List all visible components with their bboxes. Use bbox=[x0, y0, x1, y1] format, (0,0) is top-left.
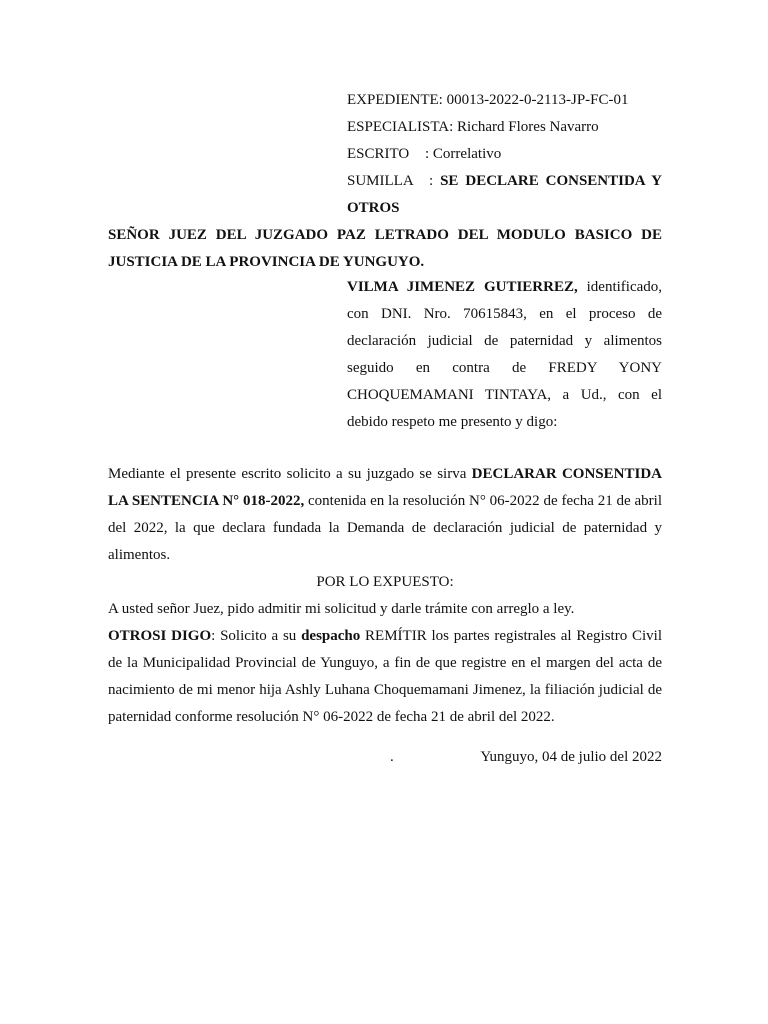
expediente-line: EXPEDIENTE: 00013-2022-0-2113-JP-FC-01 bbox=[347, 92, 629, 108]
sumilla-colon: : bbox=[429, 173, 434, 189]
sumilla-value: SE DECLARE CONSENTIDA Y OTROS bbox=[347, 173, 662, 216]
escrito-value: : Correlativo bbox=[425, 146, 502, 162]
escrito-label: ESCRITO bbox=[347, 146, 410, 162]
sumilla-label: SUMILLA bbox=[347, 173, 414, 189]
especialista-line: ESPECIALISTA: Richard Flores Navarro bbox=[347, 119, 599, 135]
petition-paragraph: A usted señor Juez, pido admitir mi solicitud y darle trámite con arreglo a ley. bbox=[108, 601, 575, 617]
petitioner-name: VILMA JIMENEZ GUTIERREZ, bbox=[347, 279, 578, 295]
otrosi-bold: despacho bbox=[301, 628, 361, 644]
closing-dot: . bbox=[390, 749, 394, 765]
place-and-date: Yunguyo, 04 de julio del 2022 bbox=[480, 749, 662, 765]
otrosi-label: OTROSI DIGO bbox=[108, 628, 212, 644]
escrito-line bbox=[347, 141, 662, 168]
request-rest: contenida en la resolución N° 06-2022 de fecha 21 de abril del 2022, la que declara fundada la Demanda de declaración judicial de paternidad y alimentos. bbox=[108, 493, 662, 563]
introduction-paragraph bbox=[347, 274, 662, 436]
addressee: SEÑOR JUEZ DEL JUZGADO PAZ LETRADO DEL MODULO BASICO DE JUSTICIA DE LA PROVINCIA DE YUNGUYO. bbox=[108, 227, 662, 270]
otrosi-text-1: : Solicito a su bbox=[211, 628, 302, 644]
request-bold: DECLARAR CONSENTIDA LA SENTENCIA N° 018-2022, bbox=[108, 466, 662, 509]
otrosi-text-2: REMÍTIR los partes registrales al Registro Civil de la Municipalidad Provincial de Yunguyo, a fin de que registre en el margen del acta de nacimiento de mi menor hija Ashly Luhana Choquemamani Jimenez, la filiación judicial de paternidad conforme resolución N° 06-2022 de fecha 21 de abril del 2022. bbox=[108, 628, 662, 725]
request-lead: Mediante el presente escrito solicito a su juzgado se sirva bbox=[108, 466, 472, 482]
introduction-text: identificado, con DNI. Nro. 70615843, en el proceso de declaración judicial de paternidad y alimentos seguido en contra de FREDY YONY CHOQUEMAMANI TINTAYA, a Ud., con el debido respeto me presento y digo: bbox=[347, 279, 663, 430]
por-lo-expuesto-heading: POR LO EXPUESTO: bbox=[316, 574, 454, 590]
request-paragraph bbox=[108, 461, 662, 569]
sumilla-line bbox=[347, 168, 662, 222]
otrosi-paragraph bbox=[108, 623, 662, 731]
